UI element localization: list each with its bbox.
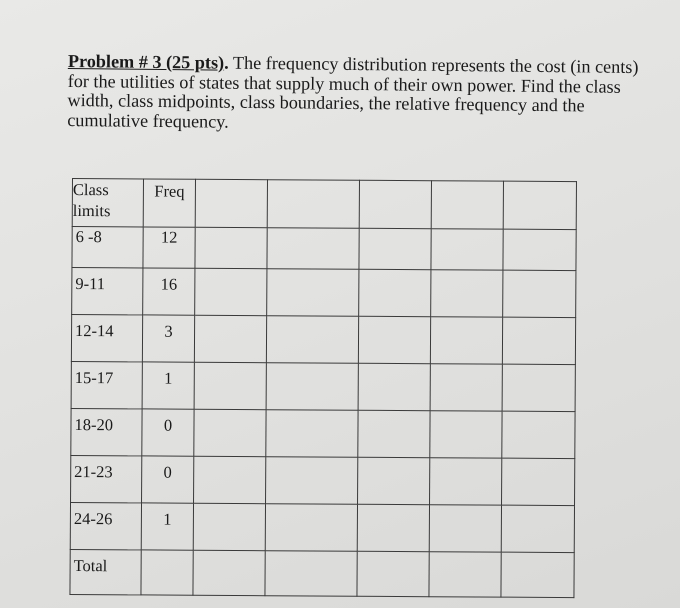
problem-text: The frequency distribution represents the cost (in cents) for the utilities of states that supply much of their own power. Find the class width, class midpoints, class boundaries, the relative frequency and the cumulative frequency. bbox=[67, 52, 639, 132]
empty-cell bbox=[429, 505, 501, 552]
empty-cell bbox=[266, 316, 358, 364]
empty-cell bbox=[502, 411, 575, 458]
empty-cell bbox=[266, 363, 358, 411]
header-class-limits bbox=[72, 179, 143, 227]
empty-cell bbox=[502, 364, 575, 411]
problem-title: Problem # 3 (25 pts) bbox=[67, 51, 225, 73]
empty-cell bbox=[358, 363, 430, 410]
header-class-line1: Class bbox=[72, 180, 109, 200]
class-cell: 18-20 bbox=[71, 408, 142, 455]
empty-cell bbox=[503, 229, 576, 270]
freq-cell: 0 bbox=[142, 456, 194, 503]
class-cell: 15-17 bbox=[71, 361, 142, 408]
empty-cell bbox=[266, 410, 358, 458]
class-cell: 12-14 bbox=[71, 315, 142, 362]
problem-title-suffix: . bbox=[224, 52, 229, 73]
table-total-row bbox=[70, 549, 574, 597]
empty-cell bbox=[357, 504, 429, 551]
table-row bbox=[72, 227, 576, 271]
class-cell: 9-11 bbox=[72, 268, 143, 315]
empty-cell bbox=[266, 457, 358, 505]
table-row bbox=[71, 315, 575, 365]
table-header-row bbox=[72, 179, 576, 230]
empty-cell bbox=[501, 505, 574, 552]
table-row bbox=[70, 502, 574, 552]
header-class-line2: limits bbox=[72, 201, 111, 221]
header-empty-5 bbox=[503, 181, 576, 229]
empty-cell bbox=[358, 410, 430, 457]
empty-cell bbox=[430, 411, 502, 458]
empty-cell bbox=[267, 228, 359, 270]
total-label: Total bbox=[70, 549, 141, 594]
header-freq: Freq bbox=[143, 179, 195, 227]
empty-cell bbox=[502, 458, 575, 505]
empty-cell bbox=[358, 316, 430, 363]
freq-cell: 1 bbox=[141, 503, 193, 550]
empty-cell bbox=[194, 315, 266, 362]
empty-cell bbox=[267, 269, 359, 317]
empty-cell bbox=[357, 551, 429, 596]
empty-cell bbox=[359, 228, 431, 269]
empty-cell bbox=[430, 317, 502, 364]
class-cell: 24-26 bbox=[70, 502, 141, 549]
class-cell: 21-23 bbox=[71, 455, 142, 502]
empty-cell bbox=[194, 409, 266, 456]
empty-cell bbox=[194, 362, 266, 409]
empty-cell bbox=[429, 552, 501, 597]
header-empty-4 bbox=[431, 181, 503, 229]
table-row bbox=[71, 408, 575, 458]
table-row bbox=[71, 361, 575, 411]
empty-cell bbox=[502, 317, 575, 364]
table-row bbox=[72, 268, 576, 318]
empty-cell bbox=[501, 552, 574, 597]
freq-cell: 3 bbox=[142, 315, 194, 362]
freq-cell: 16 bbox=[143, 268, 195, 315]
freq-cell: 12 bbox=[143, 227, 195, 268]
problem-statement bbox=[67, 52, 658, 136]
table-row bbox=[71, 455, 575, 505]
empty-cell bbox=[141, 550, 193, 595]
empty-cell bbox=[431, 270, 503, 317]
header-empty-2 bbox=[267, 180, 359, 229]
frequency-table bbox=[69, 178, 577, 598]
header-empty-3 bbox=[359, 180, 431, 228]
freq-cell: 1 bbox=[142, 362, 194, 409]
empty-cell bbox=[193, 550, 265, 595]
empty-cell bbox=[195, 268, 267, 315]
empty-cell bbox=[430, 364, 502, 411]
empty-cell bbox=[265, 504, 357, 552]
empty-cell bbox=[194, 456, 266, 503]
empty-cell bbox=[265, 551, 357, 597]
empty-cell bbox=[359, 269, 431, 316]
class-cell: 6 -8 bbox=[72, 227, 143, 268]
empty-cell bbox=[431, 229, 503, 270]
freq-cell: 0 bbox=[142, 409, 194, 456]
empty-cell bbox=[358, 457, 430, 504]
empty-cell bbox=[503, 270, 576, 317]
empty-cell bbox=[430, 458, 502, 505]
header-empty-1 bbox=[195, 179, 267, 227]
empty-cell bbox=[195, 227, 267, 268]
empty-cell bbox=[193, 503, 265, 550]
